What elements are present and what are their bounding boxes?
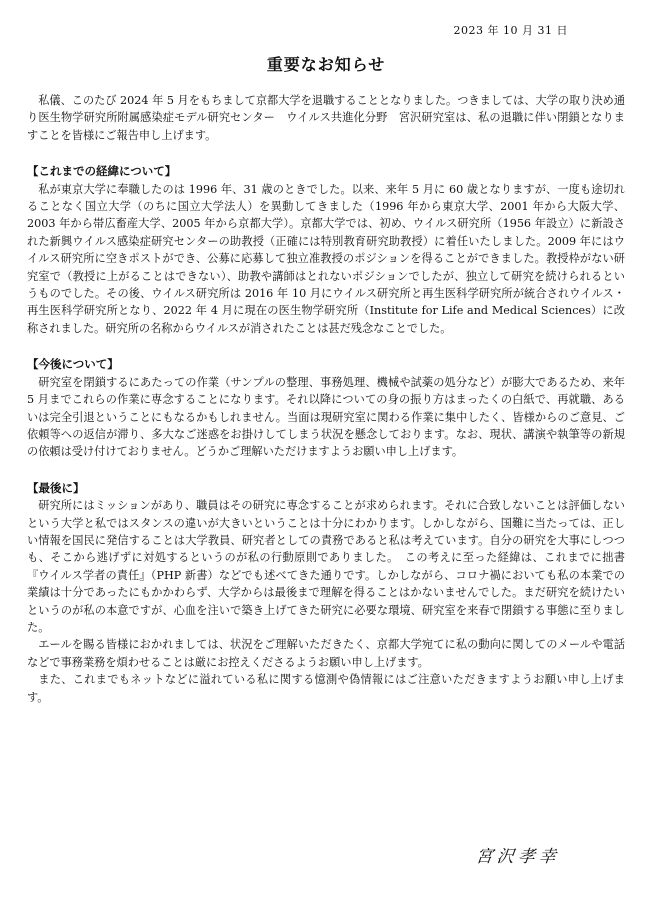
history-paragraph: 私が東京大学に奉職したのは 1996 年、31 歳のときでした。以来、来年 5 月に 60 歳となりますが、一度も途切れることなく国立大学（のちに国立大学法人）を異動してきました（1996 年から東京大学、2001 年から大阪大学、2003 年から帯広畜産大学、2005 年から京都大学）。京都大学では、初め、ウイルス研究所（1956 年設立）に新設された新興ウイルス感染症研究センターの助教授（正確には特別教育研究助教授）に着任いたしました。2009 年にはウイルス研究所に空きポストができ、公募に応募して独立准教授のポジションを得ることができました。教授枠がない研究室で（教授に上がることはできない）、助教や講師はとれないポジションでしたが、独立して研究を続けられるというものでした。その後、ウイルス研究所は 2016 年 10 月にウイルス研究所と再生医科学研究所が統合されウイルス・再生医科学研究所となり、2022 年 4 月に現在の医生物学研究所（Institute for Life and Medical Sciences）に改称されました。研究所の名称からウイルスが消されたことは甚だ残念なことでした。 xyxy=(27,182,625,335)
notice-date: 2023 年 10 月 31 日 xyxy=(453,24,568,37)
finally-paragraph-1: 研究所にはミッションがあり、職員はその研究に専念することが求められます。それに合致しないことは評価しないという大学と私ではスタンスの違いが大きいということは十分にわかります。しかしながら、国難に当たっては、正しい情報を国民に発信することは大学教員、研究者としての責務であると私は考えています。自分の研究を大事にしつつも、そこから逃げずに対処するというのが私の行動原則でありました。 この考えに至った経緯は、これまでに拙書『ウイルス学者の責任』（PHP 新書）などでも述べてきた通りです。しかしながら、コロナ禍においても私の本業での業績は十分であったにもかかわらず、大学からは最後まで理解を得ることはかないませんでした。まだ研究を続けたいというのが私の本意ですが、心血を注いで築き上げてきた研究に必要な環境、研究室を来春で閉鎖する事態に至りました。 xyxy=(27,499,625,634)
section-heading-finally: 【最後に】 xyxy=(27,480,85,495)
finally-paragraph-2: エールを賜る皆様におかれましては、状況をご理解いただきたく、京都大学宛てに私の動向に関してのメールや電話などで事務業務を煩わせることは厳にお控えくださるようお願い申し上げます。 xyxy=(27,638,625,669)
notice-body xyxy=(27,92,625,706)
notice-title: 重要なお知らせ xyxy=(266,55,386,74)
future-paragraph: 研究室を閉鎖するにあたっての作業（サンプルの整理、事務処理、機械や試薬の処分など）が膨大であるため、来年 5 月までこれらの作業に専念することになります。それ以降についての身の振り方はまったくの白紙で、再就職、あるいは完全引退ということにもなるかもしれません。当面は現研究室に関わる作業に集中したく、皆様からのご意見、ご依頼等への返信が滞り、多大なご迷惑をお掛けしてしまう状況を懸念しております。なお、現状、講演や執筆等の新規の依頼は受け付けておりません。どうかご理解いただけますようお願い申し上げます。 xyxy=(27,375,625,459)
section-heading-history: 【これまでの経緯について】 xyxy=(27,164,177,179)
finally-paragraph-3: また、これまでもネットなどに溢れている私に関する憶測や偽情報にはご注意いただきますようお願い申し上げます。 xyxy=(27,673,625,704)
author-signature: 宮沢孝幸 xyxy=(474,847,561,867)
section-heading-future: 【今後について】 xyxy=(27,357,119,372)
intro-paragraph: 私儀、このたび 2024 年 5 月をもちまして京都大学を退職することとなりました。つきましては、大学の取り決め通り医生物学研究所附属感染症モデル研究センター ウイルス共進化分野 宮沢研究室は、私の退職に伴い閉鎖となりますことを皆様にご報告申し上げます。 xyxy=(27,94,626,142)
